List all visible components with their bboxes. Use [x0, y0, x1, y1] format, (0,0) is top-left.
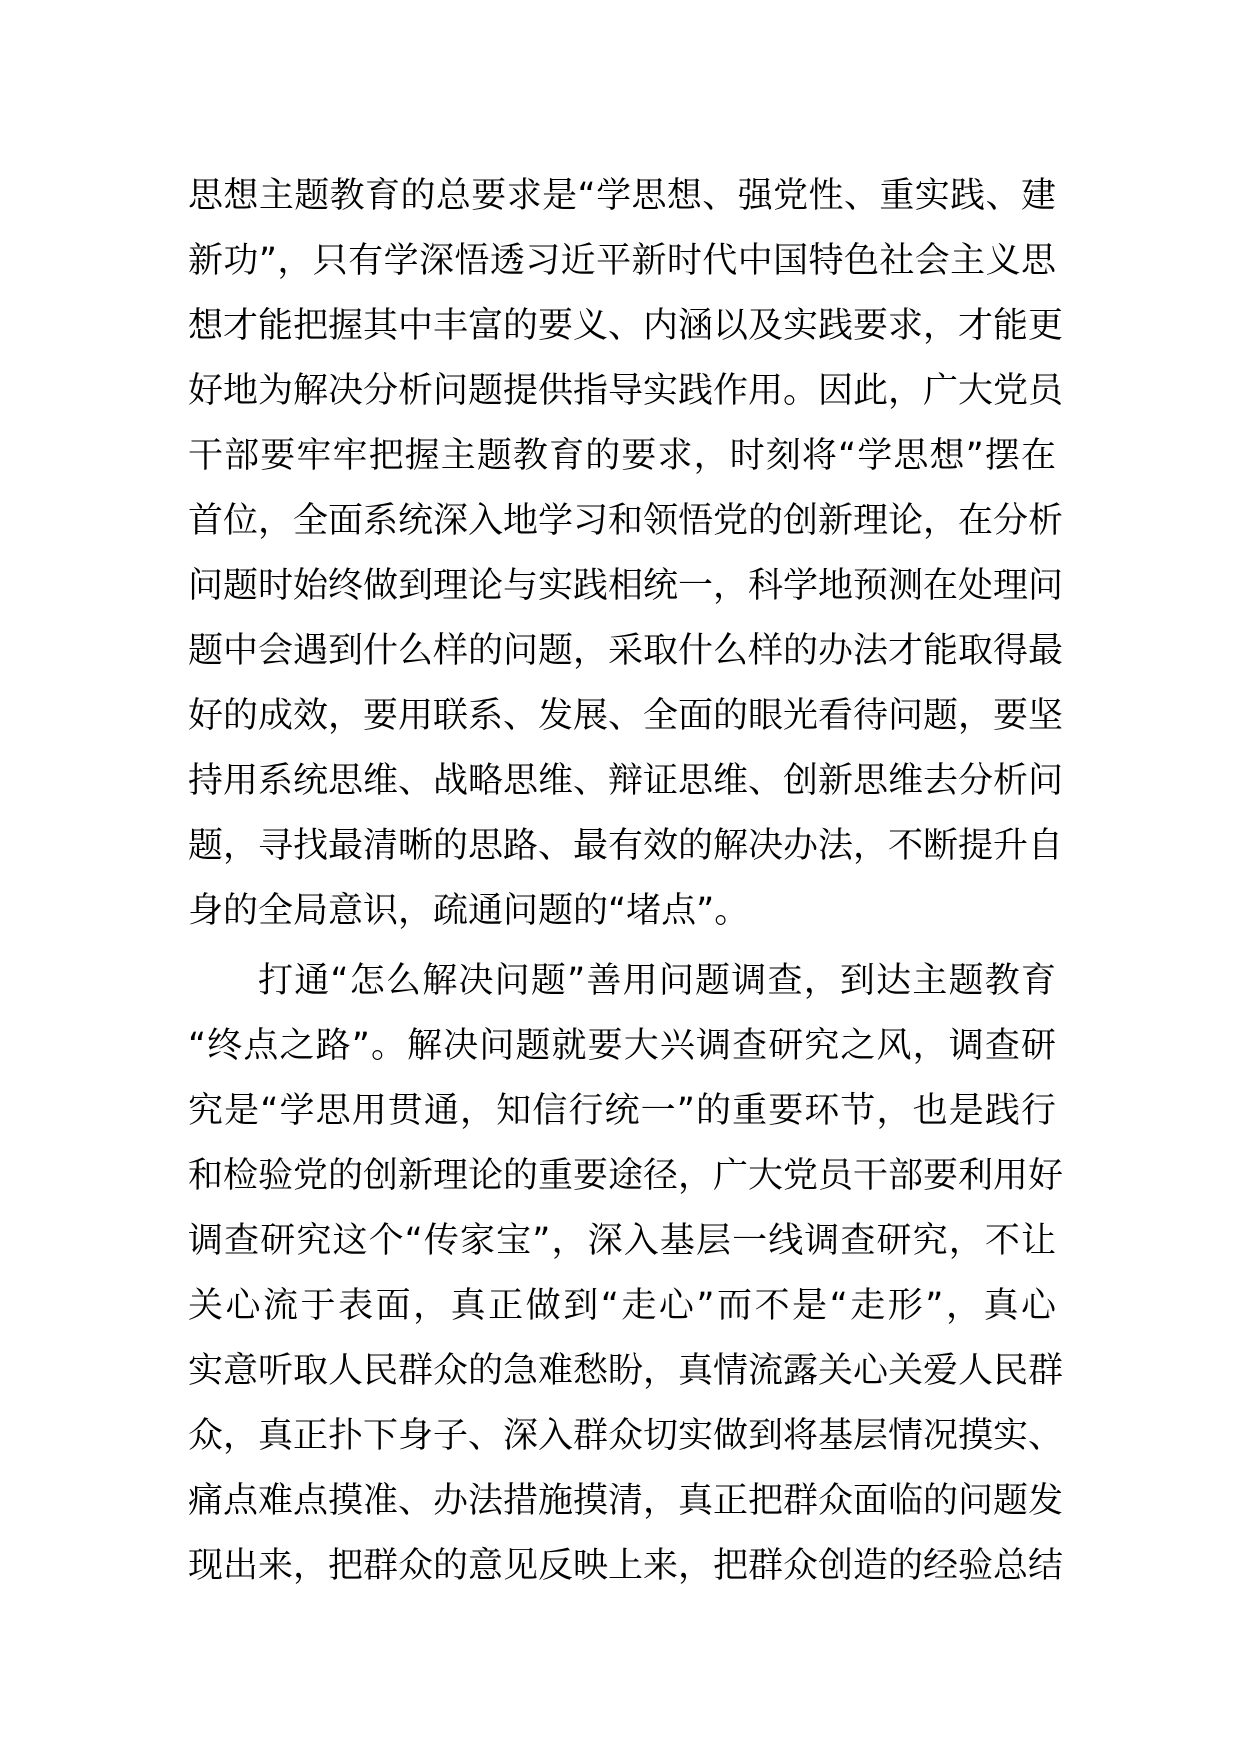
text-line: 好地为解决分析问题提供指导实践作用。因此，广大党员	[188, 371, 1064, 411]
text-line: 现出来，把群众的意见反映上来，把群众创造的经验总结	[188, 1546, 1064, 1586]
text-line: “终点之路”。解决问题就要大兴调查研究之风，调查研	[188, 1026, 1056, 1066]
text-line: 究是“学思用贯通，知信行统一”的重要环节，也是践行	[188, 1091, 1056, 1131]
text-line: 想才能把握其中丰富的要义、内涵以及实践要求，才能更	[188, 306, 1064, 346]
text-line: 题，寻找最清晰的思路、最有效的解决办法，不断提升自	[188, 826, 1064, 866]
text-line: 新功”，只有学深悟透习近平新时代中国特色社会主义思	[188, 241, 1056, 281]
body-text	[188, 164, 1064, 1599]
text-line: 调查研究这个“传家宝”，深入基层一线调查研究，不让	[188, 1221, 1056, 1261]
text-line: 题中会遇到什么样的问题，采取什么样的办法才能取得最	[188, 631, 1064, 671]
text-line: 首位，全面系统深入地学习和领悟党的创新理论，在分析	[188, 501, 1064, 541]
text-line: 实意听取人民群众的急难愁盼，真情流露关心关爱人民群	[188, 1351, 1064, 1391]
text-line: 好的成效，要用联系、发展、全面的眼光看待问题，要坚	[188, 696, 1064, 736]
text-line-last: 身的全局意识，疏通问题的“堵点”。	[188, 891, 750, 931]
text-line: 关心流于表面，真正做到“走心”而不是“走形”，真心	[188, 1286, 1056, 1326]
text-line: 问题时始终做到理论与实践相统一，科学地预测在处理问	[188, 566, 1064, 606]
text-line: 思想主题教育的总要求是“学思想、强党性、重实践、建	[188, 176, 1056, 216]
paragraph-2	[188, 949, 1064, 1599]
text-line: 痛点难点摸准、办法措施摸清，真正把群众面临的问题发	[188, 1481, 1064, 1521]
text-line: 持用系统思维、战略思维、辩证思维、创新思维去分析问	[188, 761, 1064, 801]
text-line: 干部要牢牢把握主题教育的要求，时刻将“学思想”摆在	[188, 436, 1056, 476]
paragraph-1	[188, 164, 1064, 944]
text-line: 众，真正扑下身子、深入群众切实做到将基层情况摸实、	[188, 1416, 1064, 1456]
text-line: 和检验党的创新理论的重要途径，广大党员干部要利用好	[188, 1156, 1064, 1196]
text-line-first: 打通“怎么解决问题”善用问题调查，到达主题教育	[258, 961, 1056, 1001]
